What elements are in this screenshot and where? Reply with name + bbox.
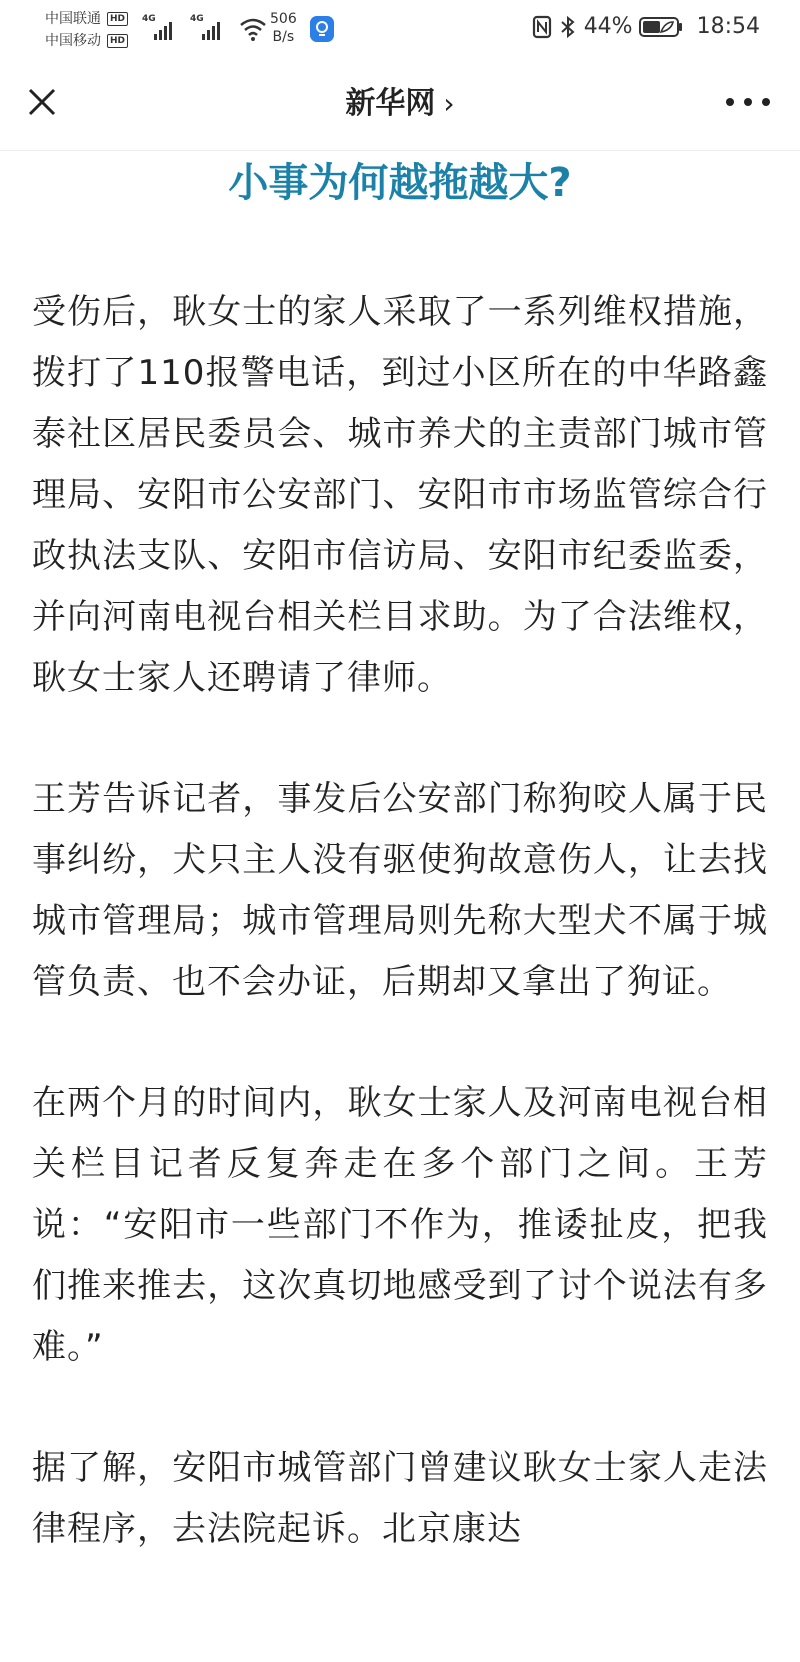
bluetooth-icon: [558, 15, 578, 39]
article-paragraph: 在两个月的时间内，耿女士家人及河南电视台相关栏目记者反复奔走在多个部门之间。王芳说：“安阳市一些部门不作为，推诿扯皮，把我们推来推去，这次真切地感受到了讨个说法有多难。”: [32, 1083, 768, 1367]
network-1-label: 4G: [142, 14, 156, 24]
battery-percent: 44%: [583, 14, 633, 39]
article-paragraph: 据了解，安阳市城管部门曾建议耿女士家人走法律程序，去法院起诉。北京康达: [32, 1448, 768, 1549]
status-bar: [0, 0, 800, 58]
clock: 18:54: [696, 14, 760, 39]
carrier-info: [45, 8, 128, 52]
nfc-icon: [532, 15, 552, 39]
more-options-button[interactable]: [726, 94, 770, 110]
article-paragraph: 受伤后，耿女士的家人采取了一系列维权措施，拨打了110报警电话，到过小区所在的中华路鑫泰社区居民委员会、城市养犬的主责部门城市管理局、安阳市公安部门、安阳市市场监管综合行政执法支队、安阳市信访局、安阳市纪委监委，并向河南电视台相关栏目求助。为了合法维权，耿女士家人还聘请了律师。: [32, 292, 768, 698]
app-bar: [0, 58, 800, 151]
article-paragraph: 王芳告诉记者，事发后公安部门称狗咬人属于民事纠纷，犬只主人没有驱使狗故意伤人，让去找城市管理局；城市管理局则先称大型犬不属于城管负责、也不会办证，后期却又拿出了狗证。: [32, 779, 768, 1002]
wifi-icon: [238, 14, 268, 42]
signal-2-icon: [190, 14, 228, 42]
network-speed: [270, 10, 297, 46]
speed-unit: B/s: [272, 29, 295, 45]
dot-icon: [744, 98, 752, 106]
lightbulb-icon: [310, 16, 334, 42]
signal-1-icon: [142, 14, 180, 42]
chevron-right-icon: ›: [443, 87, 455, 120]
network-2-label: 4G: [190, 14, 204, 24]
dot-icon: [726, 98, 734, 106]
carrier-2-label: 中国移动: [45, 33, 101, 49]
source-title-link[interactable]: [0, 84, 800, 124]
hd-badge: HD: [107, 12, 128, 26]
signal-indicators: [142, 14, 268, 42]
article-body: [32, 282, 768, 1620]
dot-icon: [762, 98, 770, 106]
hd-badge: HD: [107, 34, 128, 48]
carrier-1-label: 中国联通: [45, 11, 101, 27]
battery-icon: [639, 16, 683, 38]
source-title: 新华网: [345, 86, 436, 121]
status-right-group: [532, 14, 760, 39]
section-heading: 小事为何越拖越大?: [228, 160, 572, 206]
speed-value: 506: [270, 11, 297, 27]
